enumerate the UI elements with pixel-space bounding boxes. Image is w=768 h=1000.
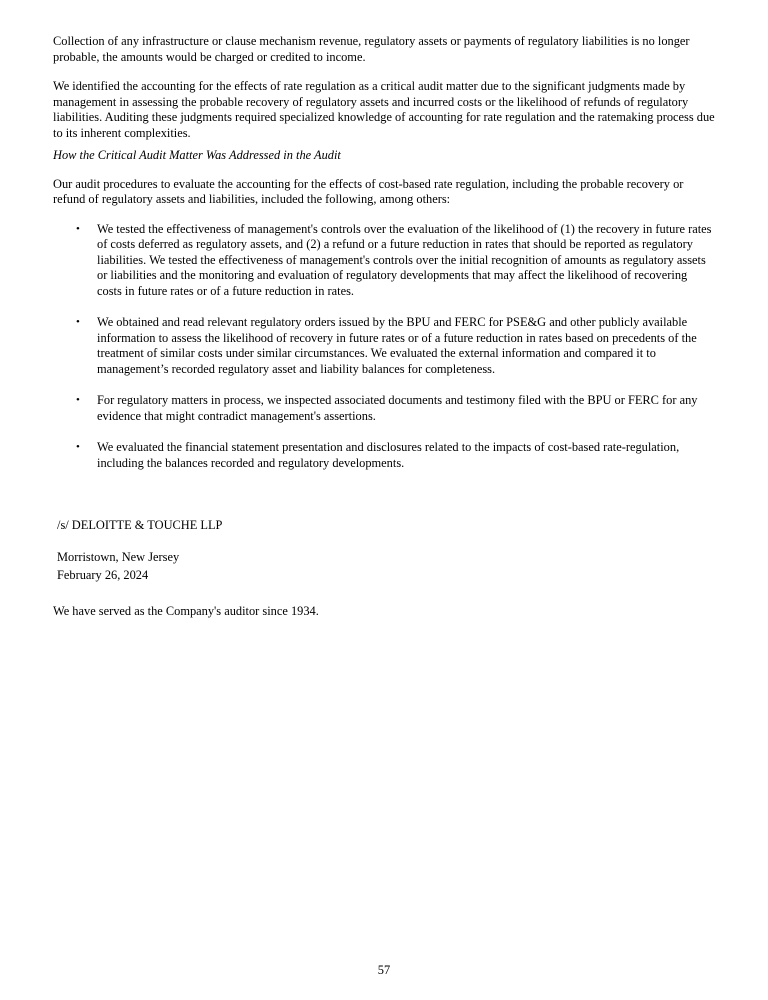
auditor-tenure-note: We have served as the Company's auditor since 1934. [53,603,319,618]
auditor-signature: /s/ DELOITTE & TOUCHE LLP [57,518,223,532]
paragraph-audit-procedures-intro: Our audit procedures to evaluate the accounting for the effects of cost-based rate regulation, including the probable recovery or refund of regulatory assets and liabilities, included the following, among others: [53,176,684,206]
bullet-text: We obtained and read relevant regulatory orders issued by the BPU and FERC for PSE&G and other publicly available information to assess the likelihood of recovery in future rates or of a future reduction in rates based on precedents of the treatment of similar costs under similar circumstances. We evaluated the external information and compared it to management’s recorded regulatory asset and liability balances for completeness. [97,315,697,376]
audit-procedures-bullet-list [53,222,715,472]
list-item-matters-in-process [53,393,715,424]
bullet-text: For regulatory matters in process, we inspected associated documents and testimony filed with the BPU or FERC for any evidence that might contradict management's assertions. [97,393,698,423]
paragraph-critical-audit-matter: We identified the accounting for the effects of rate regulation as a critical audit matter due to the significant judgments made by management in assessing the probable recovery of regulatory assets and incurred costs or the likelihood of refunds of regulatory liabilities. Auditing these judgments required specialized knowledge of accounting for rate regulation and the ratemaking process due to its inherent complexities. [53,79,715,140]
signature-location: Morristown, New Jersey [57,549,180,564]
bullet-icon: • [76,441,80,453]
signature-date: February 26, 2024 [57,567,149,582]
bullet-icon: • [76,222,80,235]
bullet-icon: • [76,394,80,406]
page-number: 57 [377,963,391,977]
list-item-presentation-disclosures [53,440,715,471]
bullet-text: We evaluated the financial statement presentation and disclosures related to the impacts of cost-based rate-regulation, including the balances recorded and regulatory developments. [97,440,680,470]
list-item-controls-testing [53,222,715,300]
paragraph-regulatory-continuation: Collection of any infrastructure or clause mechanism revenue, regulatory assets or payments of regulatory liabilities is no longer probable, the amounts would be charged or credited to income. [53,34,690,64]
bullet-icon: • [76,316,80,328]
bullet-text: We tested the effectiveness of management's controls over the evaluation of the likelihood of (1) the recovery in future rates of costs deferred as regulatory assets, and (2) a refund or a future reduction in rates that should be reported as regulatory liabilities. We tested the effectiveness of management's controls over the initial recognition of amounts as regulatory assets or liabilities and the monitoring and evaluation of regulatory developments that may affect the likelihood of recovering costs in future rates or of a future reduction in rates. [97,221,712,298]
section-heading-how-addressed: How the Critical Audit Matter Was Addressed in the Audit [53,148,341,162]
list-item-regulatory-orders [53,315,715,377]
